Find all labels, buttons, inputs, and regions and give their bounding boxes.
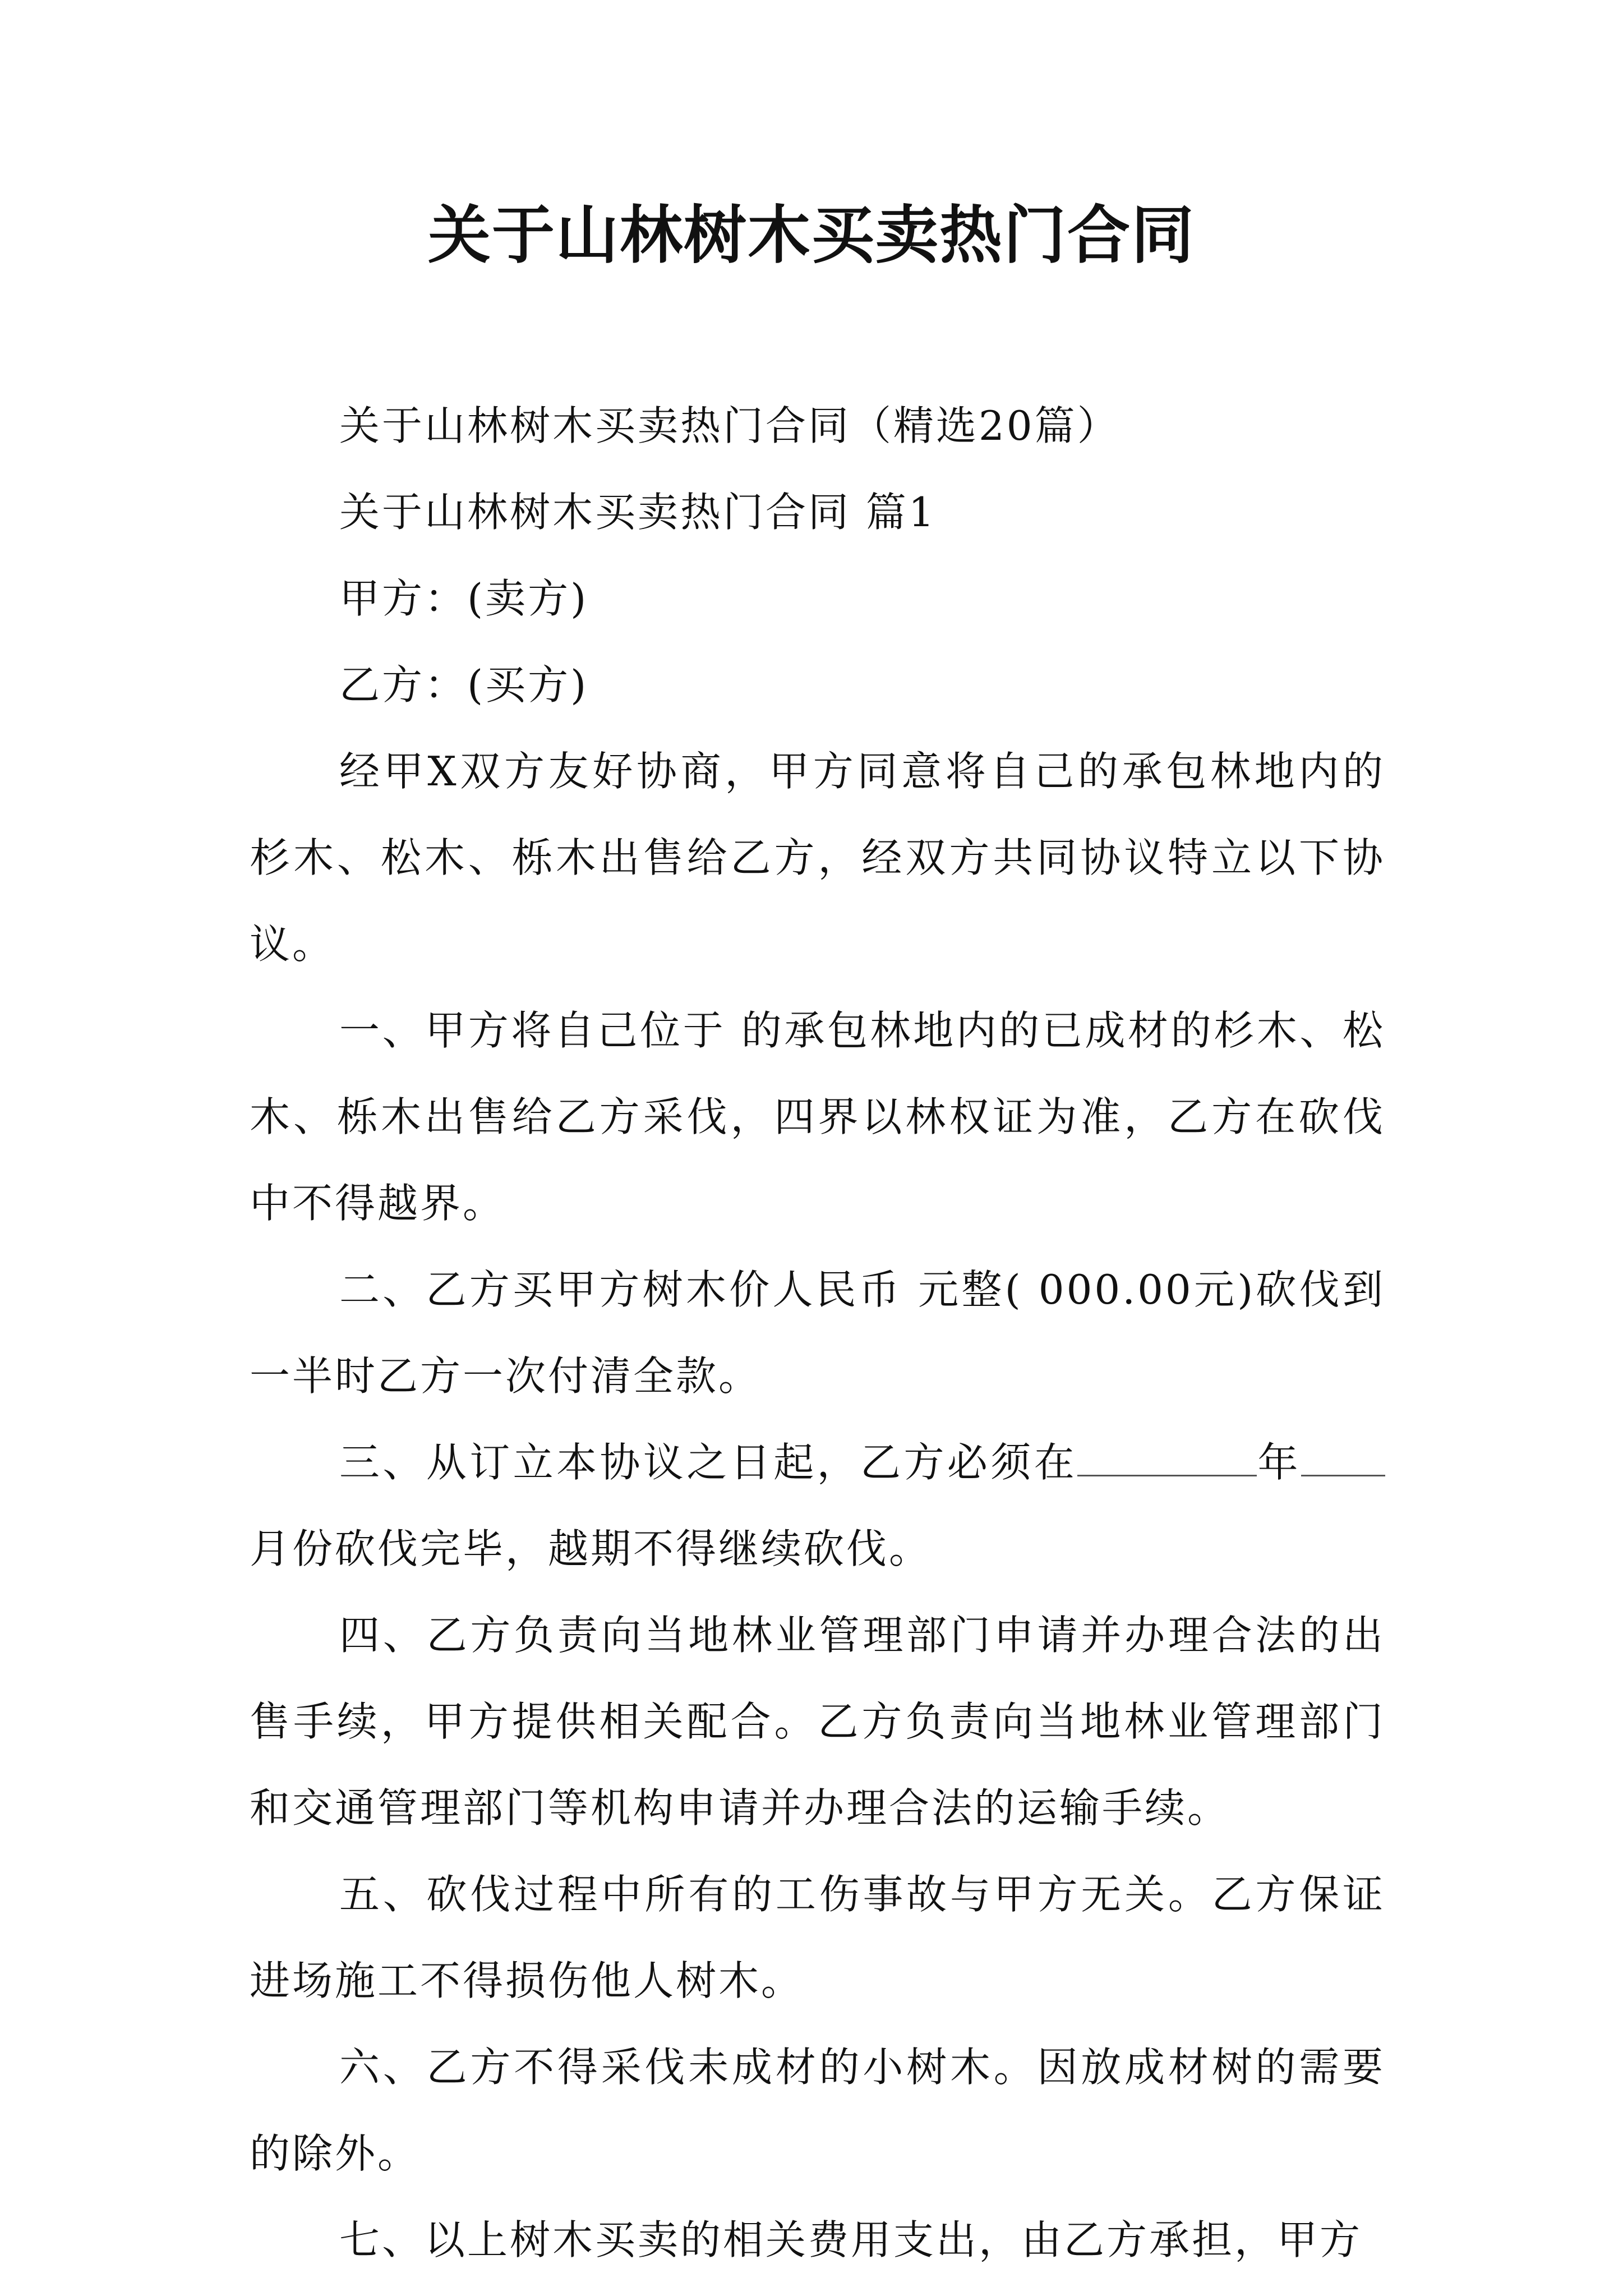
party-a: 甲方：(卖方) [339,575,589,622]
party-b: 乙方：(买方) [339,661,589,708]
section-heading: 关于山林树木买卖热门合同 篇1 [339,489,937,536]
clause-3-year: 年 [1257,1439,1301,1486]
clause-1: 一、甲方将自己位于 的承包林地内的已成材的杉木、松木、栎木出售给乙方采伐，四界以林权证为准，乙方在砍伐中不得越界。 [250,1007,1385,1227]
clause-6: 六、乙方不得采伐未成材的小树木。因放成材树的需要的除外。 [250,2044,1385,2177]
intro-paragraph: 经甲X双方友好协商，甲方同意将自己的承包林地内的杉木、松木、栎木出售给乙方，经双方共同协议特立以下协议。 [250,748,1385,968]
year-blank [1077,1441,1257,1476]
document-body [250,383,1385,2283]
clause-3-part1: 三、从订立本协议之日起，乙方必须在 [339,1439,1078,1486]
clause-2: 二、乙方买甲方树木价人民币 元整( 000.00元)砍伐到一半时乙方一次付清全款。 [250,1266,1385,1400]
clause-7: 七、以上树木买卖的相关费用支出，由乙方承担，甲方 [339,2216,1363,2263]
clause-3-part2: 月份砍伐完毕，越期不得继续砍伐。 [250,1525,932,1572]
document-title: 关于山林树木买卖热门合同 [428,199,1195,272]
month-blank [1301,1441,1385,1476]
clause-4: 四、乙方负责向当地林业管理部门申请并办理合法的出售手续，甲方提供相关配合。乙方负责向当地林业管理部门和交通管理部门等机构申请并办理合法的运输手续。 [250,1612,1385,1832]
clause-3 [250,1419,1385,1592]
subtitle: 关于山林树木买卖热门合同（精选20篇） [339,402,1120,449]
clause-5: 五、砍伐过程中所有的工伤事故与甲方无关。乙方保证进场施工不得损伤他人树木。 [250,1871,1385,2004]
